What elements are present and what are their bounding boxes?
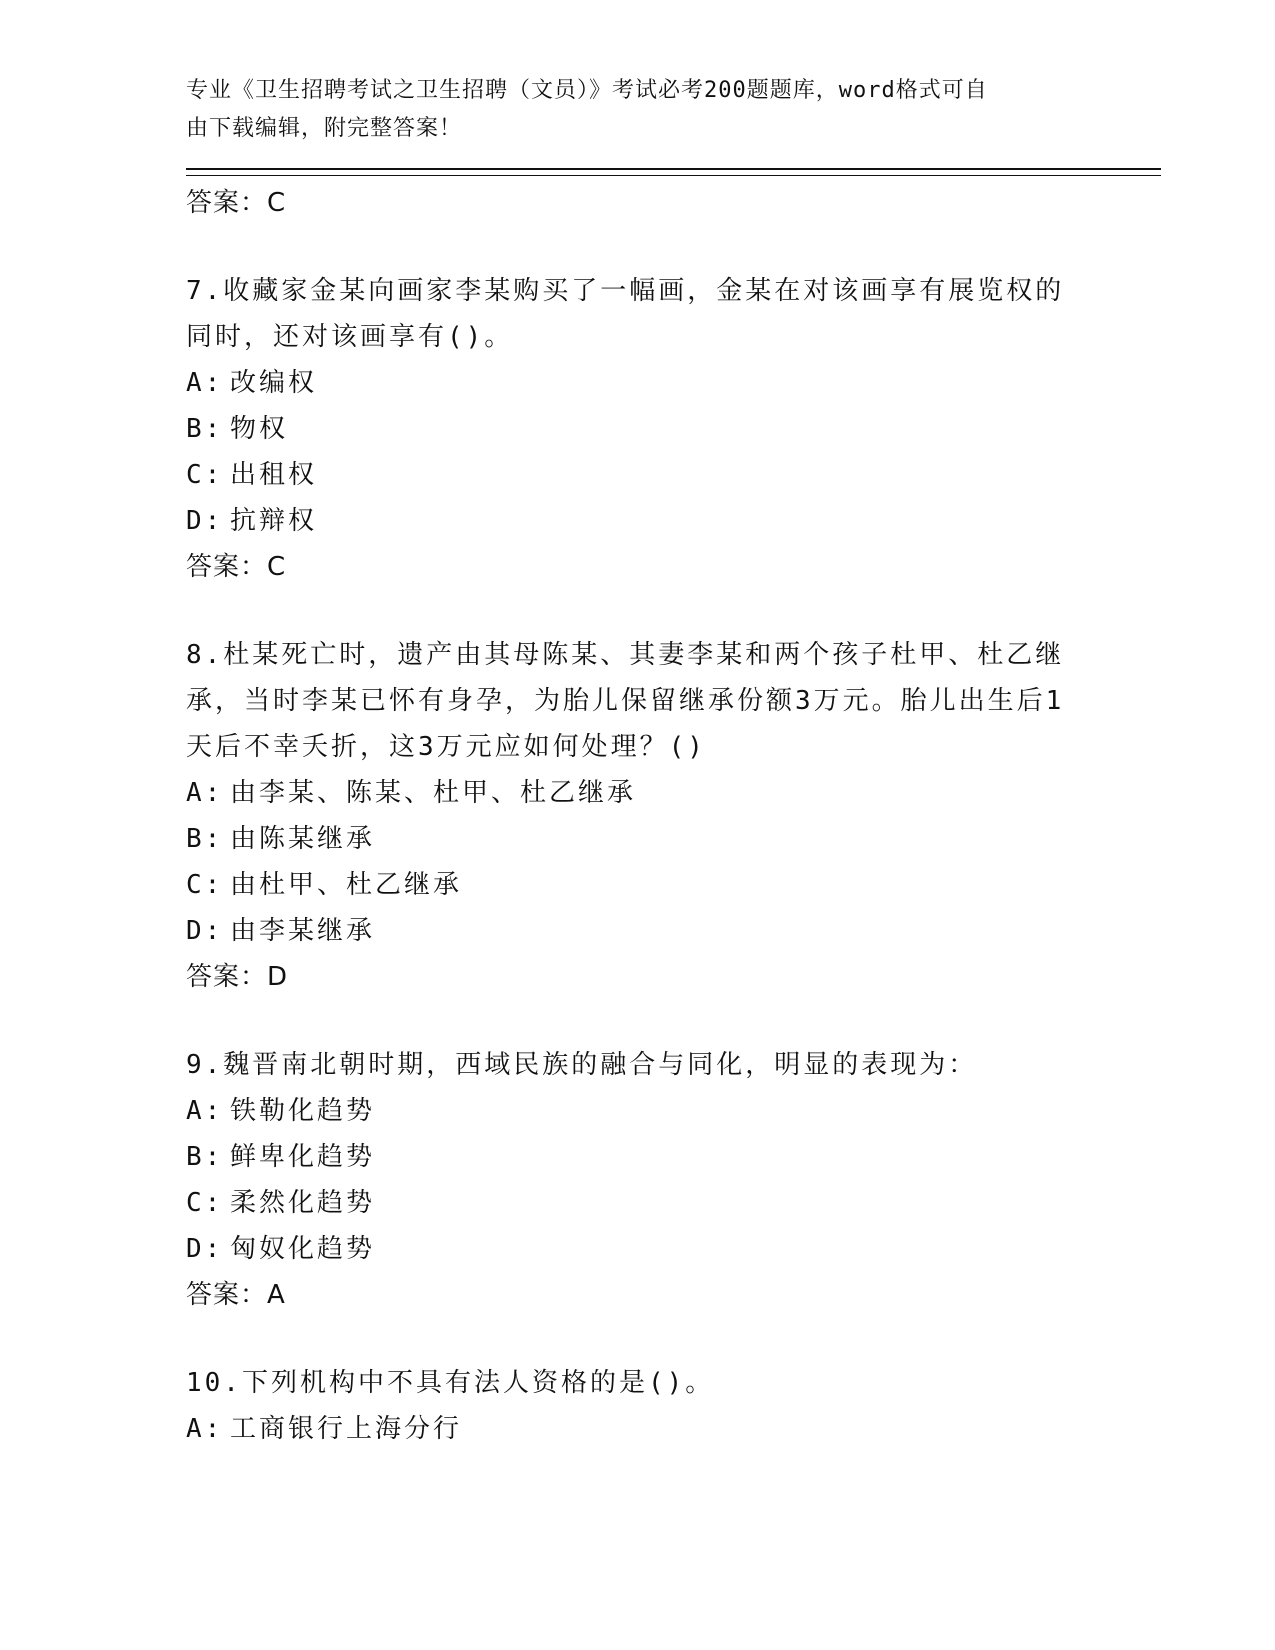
option-text: 柔然化趋势: [230, 1188, 376, 1218]
option-text: 由李某、陈某、杜甲、杜乙继承: [230, 778, 637, 808]
question-7: [186, 268, 1161, 590]
option-text: 工商银行上海分行: [230, 1414, 463, 1444]
question-stem: 7.收藏家金某向画家李某购买了一幅画，金某在对该画享有展览权的同时，还对该画享有()。: [186, 276, 1065, 352]
option-text: 铁勒化趋势: [230, 1096, 376, 1126]
option-letter: B:: [186, 824, 224, 854]
option-a: [186, 770, 1161, 816]
question-stem: 9.魏晋南北朝时期，西域民族的融合与同化，明显的表现为：: [186, 1050, 978, 1080]
option-letter: D:: [186, 916, 224, 946]
option-letter: C:: [186, 1188, 224, 1218]
option-letter: C:: [186, 870, 224, 900]
option-a: [186, 1406, 1161, 1452]
option-letter: D:: [186, 1234, 224, 1264]
option-letter: B:: [186, 1142, 224, 1172]
header-rule: [186, 168, 1161, 176]
option-c: [186, 1180, 1161, 1226]
option-letter: A:: [186, 778, 224, 808]
question-stem: 8.杜某死亡时，遗产由其母陈某、其妻李某和两个孩子杜甲、杜乙继承，当时李某已怀有身孕，为胎儿保留继承份额3万元。胎儿出生后1天后不幸夭折，这3万元应如何处理？(): [186, 640, 1065, 762]
option-letter: A:: [186, 1096, 224, 1126]
answer-line: 答案：A: [186, 1280, 286, 1310]
answer-line: 答案：D: [186, 962, 289, 992]
header-line-2: 由下载编辑，附完整答案！: [186, 116, 463, 141]
option-letter: A:: [186, 368, 224, 398]
option-text: 物权: [230, 414, 289, 444]
option-c: [186, 452, 1161, 498]
option-letter: A:: [186, 1414, 224, 1444]
option-text: 鲜卑化趋势: [230, 1142, 376, 1172]
option-text: 由李某继承: [230, 916, 376, 946]
option-c: [186, 862, 1161, 908]
option-letter: D:: [186, 506, 224, 536]
option-d: [186, 1226, 1161, 1272]
option-d: [186, 908, 1161, 954]
question-10: [186, 1360, 1161, 1452]
answer-line: 答案：C: [186, 552, 287, 582]
answer-line: 答案：C: [186, 188, 287, 218]
document-header: [186, 72, 1066, 148]
option-b: [186, 1134, 1161, 1180]
option-d: [186, 498, 1161, 544]
option-text: 出租权: [230, 460, 318, 490]
option-b: [186, 816, 1161, 862]
question-stem: 10.下列机构中不具有法人资格的是()。: [186, 1368, 715, 1398]
option-letter: C:: [186, 460, 224, 490]
option-text: 由陈某继承: [230, 824, 376, 854]
document-page: [186, 72, 1161, 1452]
question-9: [186, 1042, 1161, 1318]
option-text: 抗辩权: [230, 506, 318, 536]
option-letter: B:: [186, 414, 224, 444]
header-line-1: 专业《卫生招聘考试之卫生招聘（文员）》考试必考200题题库，word格式可自: [186, 78, 988, 103]
option-text: 由杜甲、杜乙继承: [230, 870, 463, 900]
question-8: [186, 632, 1161, 1000]
option-b: [186, 406, 1161, 452]
option-text: 匈奴化趋势: [230, 1234, 376, 1264]
option-text: 改编权: [230, 368, 318, 398]
option-a: [186, 1088, 1161, 1134]
option-a: [186, 360, 1161, 406]
